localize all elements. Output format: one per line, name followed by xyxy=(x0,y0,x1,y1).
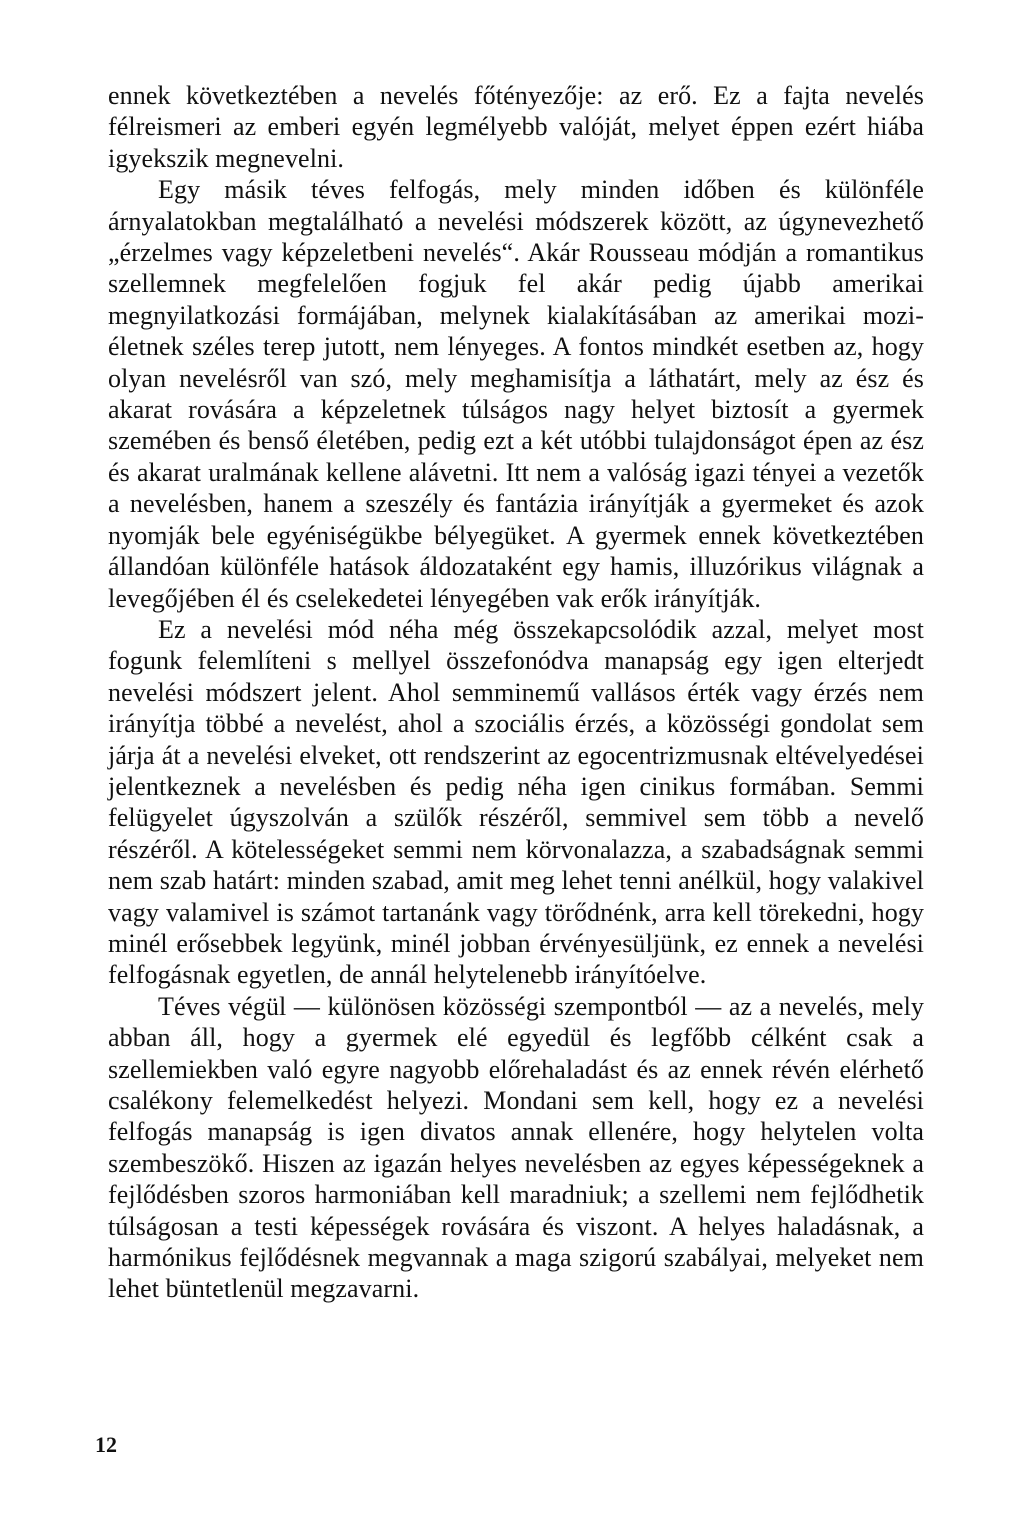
page-number: 12 xyxy=(95,1432,117,1457)
body-text xyxy=(108,80,924,1305)
paragraph-4: Téves végül — különösen közösségi szempontból — az a nevelés, mely abban áll, hogy a gyermek elé egyedül és legfőbb célként csak a szellemiekben való egyre nagyobb előrehaladást és az ennek révén elérhető csalékony felemelkedést helyezi. Mondani sem kell, hogy ez a nevelési felfogás manapság is igen divatos annak ellenére, hogy helytelen volta szembeszökő. Hiszen az igazán helyes nevelésben az egyes képességeknek a fejlődésben szoros harmoniában kell maradniuk; a szellemi nem fejlődhetik túlságosan a testi képességek rovására és viszont. A helyes haladásnak, a harmónikus fejlődésnek megvannak a maga szigorú szabályai, melyeket nem lehet büntetlenül megzavarni. xyxy=(108,991,924,1304)
paragraph-3: Ez a nevelési mód néha még összekapcsolódik azzal, melyet most fogunk felemlíteni s mellyel összefonódva manapság egy igen elterjedt nevelési módszert jelent. Ahol semminemű vallásos érték vagy érzés nem irányítja többé a nevelést, ahol a szociális érzés, a közösségi gondolat sem járja át a nevelési elveket, ott rendszerint az egocentrizmusnak eltévelyedései jelentkeznek a nevelésben és pedig néha igen cinikus formában. Semmi felügyelet úgyszolván a szülők részéről, semmivel sem több a nevelő részéről. A kötelességeket semmi nem körvonalazza, a szabadságnak semmi nem szab határt: minden szabad, amit meg lehet tenni anélkül, hogy valakivel vagy valamivel is számot tartanánk vagy törődnénk, arra kell törekedni, hogy minél erősebbek legyünk, minél jobban érvényesüljünk, ez ennek a nevelési felfogásnak egyetlen, de annál helytelenebb irányítóelve. xyxy=(108,614,924,990)
paragraph-2: Egy másik téves felfogás, mely minden időben és különféle árnyalatokban megtalálható a nevelési módszerek között, az úgynevezhető „érzelmes vagy képzeletbeni nevelés“. Akár Rousseau módján a romantikus szellemnek megfelelően fogjuk fel akár pedig újabb amerikai megnyilatkozási formájában, melynek kialakításában az amerikai mozi-életnek széles terep jutott, nem lényeges. A fontos mindkét esetben az, hogy olyan nevelésről van szó, mely meghamisítja a láthatárt, mely az ész és akarat rovására a képzeletnek túlságos nagy helyet biztosít a gyermek szemében és benső életében, pedig ezt a két utóbbi tulajdonságot épen az ész és akarat uralmának kellene alávetni. Itt nem a valóság igazi tényei a vezetők a nevelésben, hanem a szeszély és fantázia irányítják a gyermeket és azok nyomják bele egyéniségükbe bélyegüket. A gyermek ennek következtében állandóan különféle hatások áldozataként egy hamis, illuzórikus világnak a levegőjében él és cselekedetei lényegében vak erők irányítják. xyxy=(108,175,924,613)
paragraph-1: ennek következtében a nevelés főtényezője: az erő. Ez a fajta nevelés félreismeri az emberi egyén legmélyebb valóját, melyet éppen ezért hiába igyekszik megnevelni. xyxy=(108,81,924,173)
